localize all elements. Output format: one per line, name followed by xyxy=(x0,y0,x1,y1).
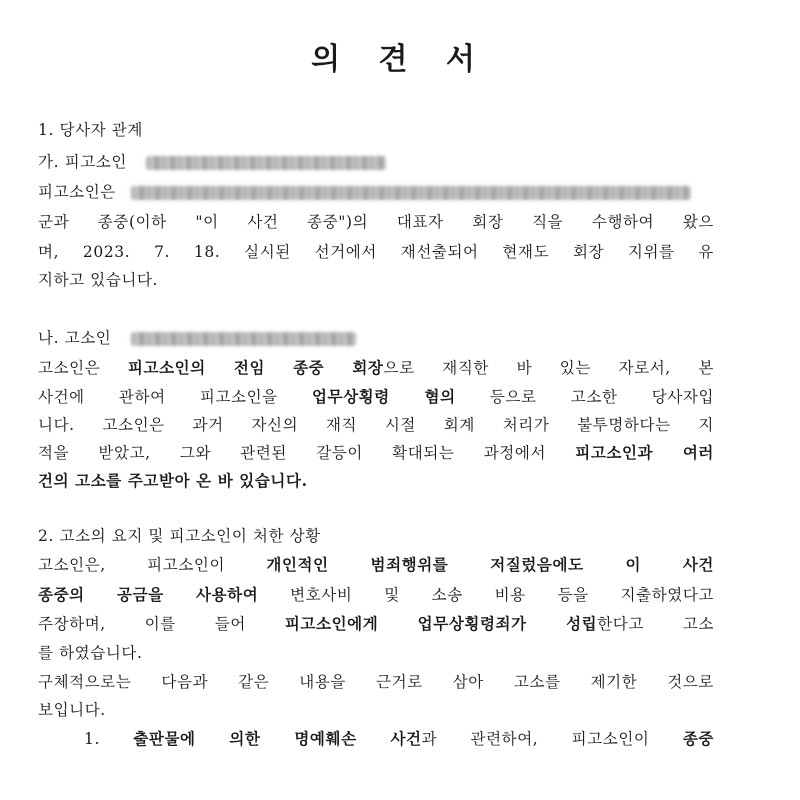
sub-b-label: 나. 고소인 xyxy=(38,329,112,347)
sub-a-line1-prefix: 피고소인은 xyxy=(38,183,116,201)
document-title: 의 견 서 xyxy=(311,42,489,77)
sub-b-line2-emphasis: 업무상횡령 혐의 xyxy=(311,387,456,406)
sub-b-line4-emphasis: 피고소인과 여러 xyxy=(575,443,714,462)
section1-heading: 1. 당사자 관계 xyxy=(38,121,143,139)
section2-line1-part: 고소인은, 피고소인이 xyxy=(38,556,226,574)
sub-b-line5-text: 건의 고소를 주고받아 온 바 있습니다. xyxy=(38,471,308,490)
section2-line5: 구체적으로는 다음과 같은 내용을 근거로 삼아 고소를 제기한 것으로 xyxy=(38,673,714,691)
sub-b-label-line xyxy=(38,326,356,348)
sub-a-line3: 며, 2023. 7. 18. 실시된 선거에서 재선출되어 현재도 회장 지위를 유 xyxy=(38,243,714,261)
sub-b-line1-part: 고소인은 xyxy=(38,359,101,377)
section2-line2-part: 변호사비 및 소송 비용 등을 지출하였다고 xyxy=(290,586,714,604)
list-item-number: 1. xyxy=(84,730,100,748)
redacted-name-block xyxy=(131,332,356,346)
section2-line3 xyxy=(38,612,714,634)
sub-a-label-line xyxy=(38,150,386,172)
section2-line1-emphasis: 개인적인 범죄행위를 저질렀음에도 이 사건 xyxy=(266,555,714,574)
section2-line3-part: 주장하며, 이를 들어 xyxy=(38,615,246,633)
section2-line3-emphasis: 피고소인에게 업무상횡령죄가 성립 xyxy=(284,614,598,633)
section2-line2 xyxy=(38,583,714,605)
sub-b-line5 xyxy=(38,469,308,491)
section2-line3-part: 한다고 고소 xyxy=(597,615,714,633)
sub-b-line2-part: 사건에 관하여 피고소인을 xyxy=(38,388,278,406)
sub-b-line1-part: 으로 재직한 바 있는 자로서, 본 xyxy=(383,359,714,377)
sub-b-line4 xyxy=(38,441,714,463)
redacted-name-block xyxy=(146,156,386,170)
sub-b-line2-part: 등으로 고소한 당사자입 xyxy=(489,388,715,406)
list-item-1 xyxy=(84,727,714,749)
sub-b-line2 xyxy=(38,385,714,407)
section2-line2-emphasis: 종중의 공금을 사용하여 xyxy=(38,585,259,604)
sub-a-line2: 군과 종중(이하 "이 사건 종중")의 대표자 회장 직을 수행하여 왔으 xyxy=(38,213,714,231)
list-item-text: 과 관련하여, 피고소인이 xyxy=(421,730,650,748)
sub-b-line1-emphasis: 피고소인의 전임 종중 회장 xyxy=(127,358,384,377)
sub-a-label: 가. 피고소인 xyxy=(38,153,127,171)
section2-line6: 보입니다. xyxy=(38,701,106,719)
section2-heading: 2. 고소의 요지 및 피고소인이 처한 상황 xyxy=(38,527,321,545)
section2-line4: 를 하였습니다. xyxy=(38,644,143,662)
sub-a-line4: 지하고 있습니다. xyxy=(38,271,159,289)
sub-b-line3: 니다. 고소인은 과거 자신의 재직 시절 회계 처리가 불투명하다는 지 xyxy=(38,416,714,434)
section2-line1 xyxy=(38,553,714,575)
sub-a-line1 xyxy=(38,180,691,202)
sub-b-line4-part: 적을 받았고, 그와 관련된 갈등이 확대되는 과정에서 xyxy=(38,444,547,462)
list-item-emphasis: 출판물에 의한 명예훼손 사건 xyxy=(133,729,422,748)
redacted-text-block xyxy=(131,186,691,200)
list-item-emphasis: 종중 xyxy=(682,729,714,748)
sub-b-line1 xyxy=(38,356,714,378)
